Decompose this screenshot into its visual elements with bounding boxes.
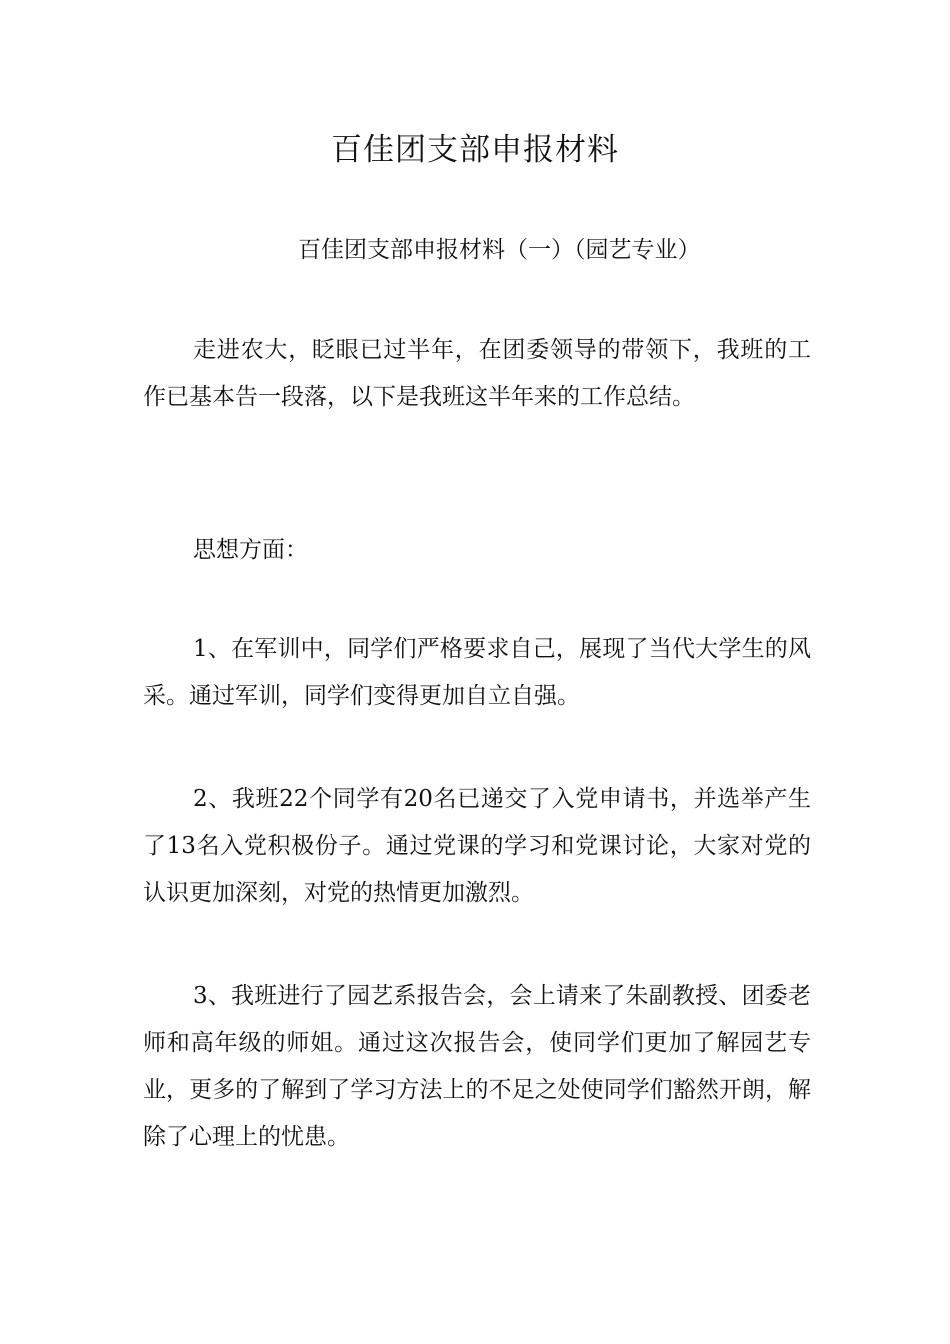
- paragraph-intro: 走进农大，眨眼已过半年，在团委领导的带领下，我班的工作已基本告一段落，以下是我班这半年来的工作总结。: [143, 337, 811, 410]
- paragraph-item-1: 1、在军训中，同学们严格要求自己，展现了当代大学生的风采。通过军训，同学们变得更加自立自强。: [143, 636, 811, 709]
- paragraph-item-2: 2、我班22个同学有20名已递交了入党申请书，并选举产生了13名入党积极份子。通过党课的学习和党课讨论，大家对党的认识更加深刻，对党的热情更加激烈。: [143, 786, 811, 906]
- paragraph-section-heading: 思想方面：: [193, 537, 308, 563]
- paragraph-item-3: 3、我班进行了园艺系报告会，会上请来了朱副教授、团委老师和高年级的师姐。通过这次报告会，使同学们更加了解园艺专业，更多的了解到了学习方法上的不足之处使同学们豁然开朗，解除了心理上的忧患。: [143, 983, 811, 1150]
- document-title: 百佳团支部申报材料: [331, 132, 619, 168]
- document-subtitle: 百佳团支部申报材料（一）（园艺专业）: [298, 237, 701, 263]
